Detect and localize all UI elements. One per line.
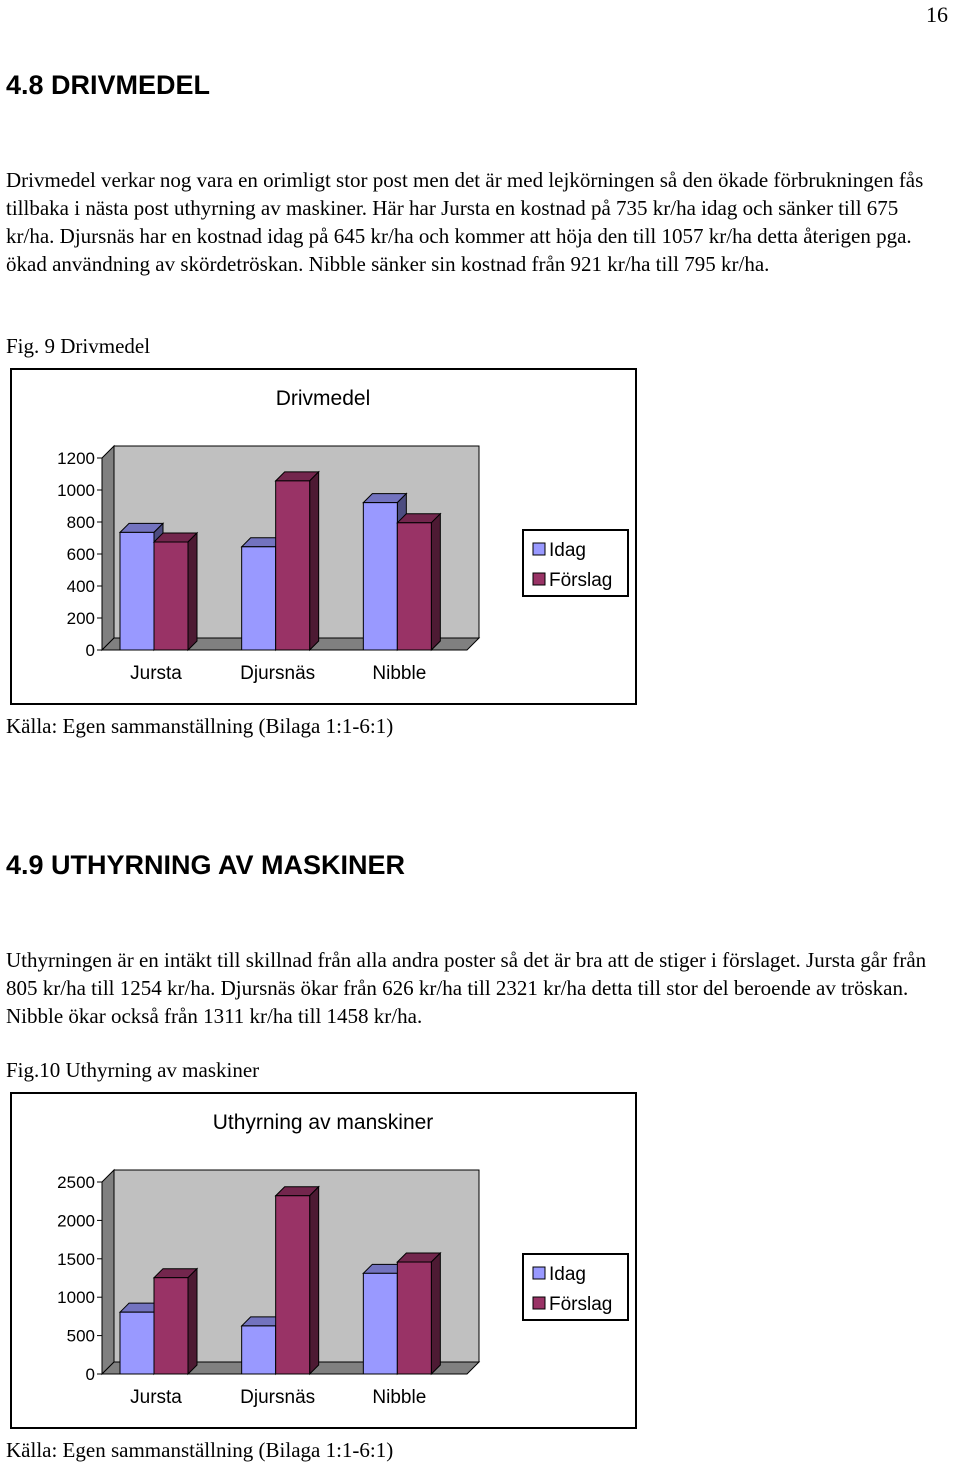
chart1-y-tick-label: 500 <box>66 1326 95 1346</box>
figure-caption-fig9: Fig. 9 Drivmedel <box>6 334 151 358</box>
chart1-bar-forslag <box>276 1187 319 1374</box>
figure-caption-fig10: Fig.10 Uthyrning av maskiner <box>6 1058 260 1082</box>
chart1-y-tick-label: 1000 <box>57 1288 95 1308</box>
chart1-y-tick-label: 0 <box>85 1365 95 1384</box>
chart0-legend-label: Idag <box>549 540 586 561</box>
chart0-legend-swatch <box>533 573 545 585</box>
chart0-y-tick-label: 0 <box>85 641 95 660</box>
chart0-x-tick-label: Djursnäs <box>240 663 316 684</box>
source-fig10: Källa: Egen sammanställning (Bilaga 1:1-6:1) <box>6 1438 394 1462</box>
chart1-y-tick-label: 2000 <box>57 1211 95 1231</box>
chart1-legend <box>523 1254 628 1320</box>
chart1-bar-forslag-side <box>188 1269 197 1374</box>
chart1-x-tick-label: Nibble <box>372 1387 427 1408</box>
chart0-bar-forslag <box>276 472 319 650</box>
page-number: 16 <box>926 2 948 27</box>
chart1-bar-idag-front <box>363 1273 397 1374</box>
chart-uthyrning <box>10 1092 637 1429</box>
chart0-legend-swatch <box>533 543 545 555</box>
chart1-bar-forslag-side <box>431 1253 440 1374</box>
chart0-bar-idag-front <box>242 547 276 650</box>
chart0-y-tick-label: 1200 <box>57 449 95 468</box>
chart0-y-tick-label: 800 <box>66 513 95 532</box>
chart1-x-tick-label: Jursta <box>130 1387 182 1408</box>
chart0-bar-forslag-side <box>310 472 319 650</box>
chart0-legend <box>523 530 628 596</box>
chart1-bar-forslag-side <box>310 1187 319 1374</box>
chart1-legend-label: Idag <box>549 1264 586 1285</box>
chart1-legend-swatch <box>533 1267 545 1279</box>
chart0-y-tick-label: 1000 <box>57 481 95 500</box>
section-heading-drivmedel: 4.8 DRIVMEDEL <box>6 70 211 100</box>
chart0-bar-forslag <box>397 514 440 650</box>
chart0-side-wall <box>102 446 114 650</box>
chart1-y-tick-label: 2500 <box>57 1173 95 1192</box>
chart1-bar-idag-front <box>120 1312 154 1374</box>
chart1-side-wall <box>102 1170 114 1374</box>
chart1-bar-forslag <box>154 1269 197 1374</box>
chart1-bar-idag-front <box>242 1326 276 1374</box>
chart0-bar-forslag-side <box>431 514 440 650</box>
chart0-x-tick-label: Nibble <box>372 663 427 684</box>
chart1-bar-forslag <box>397 1253 440 1374</box>
chart1-x-tick-label: Djursnäs <box>240 1387 316 1408</box>
chart0-y-tick-label: 200 <box>66 609 95 628</box>
chart-uthyrning-svg <box>12 1094 635 1427</box>
chart0-bar-forslag-front <box>397 523 431 650</box>
section-heading-uthyrning: 4.9 UTHYRNING AV MASKINER <box>6 850 406 880</box>
chart0-bar-forslag <box>154 533 197 650</box>
chart1-legend-swatch <box>533 1297 545 1309</box>
chart0-bar-forslag-side <box>188 533 197 650</box>
chart0-title: Drivmedel <box>275 387 371 410</box>
chart1-bar-forslag-front <box>154 1278 188 1374</box>
chart0-legend-label: Förslag <box>549 570 613 591</box>
source-fig9: Källa: Egen sammanställning (Bilaga 1:1-6:1) <box>6 714 394 738</box>
chart0-bar-forslag-front <box>276 481 310 650</box>
chart1-legend-label: Förslag <box>549 1294 613 1315</box>
paragraph-uthyrning: Uthyrningen är en intäkt till skillnad från alla andra poster så det är bra att de stiger i förslaget. Jursta går från 805 kr/ha till 1254 kr/ha. Djursnäs ökar från 626 kr/ha till 2321 kr/ha detta till stor del beroende av tröskan. Nibble ökar också från 1311 kr/ha till 1458 kr/ha. <box>6 948 927 1028</box>
chart0-y-tick-label: 600 <box>66 545 95 564</box>
chart0-bar-idag-front <box>363 503 397 650</box>
chart0-bar-idag-front <box>120 532 154 650</box>
chart1-bar-forslag-front <box>397 1262 431 1374</box>
chart-drivmedel <box>10 368 637 705</box>
chart0-x-tick-label: Jursta <box>130 663 182 684</box>
chart1-y-tick-label: 1500 <box>57 1249 95 1269</box>
chart0-y-tick-label: 400 <box>66 577 95 596</box>
paragraph-drivmedel: Drivmedel verkar nog vara en orimligt stor post men det är med lejkörningen så den ökade förbrukningen fås tillbaka i nästa post uthyrning av maskiner. Här har Jursta en kostnad på 735 kr/ha idag och sänker till 675 kr/ha. Djursnäs har en kostnad idag på 645 kr/ha och kommer att höja den till 1057 kr/ha detta återigen pga. ökad användning av skördetröskan. Nibble sänker sin kostnad från 921 kr/ha till 795 kr/ha. <box>6 168 924 276</box>
chart-drivmedel-svg <box>12 370 635 703</box>
chart0-bar-forslag-front <box>154 542 188 650</box>
chart1-title: Uthyrning av manskiner <box>212 1111 434 1134</box>
chart1-bar-forslag-front <box>276 1196 310 1374</box>
